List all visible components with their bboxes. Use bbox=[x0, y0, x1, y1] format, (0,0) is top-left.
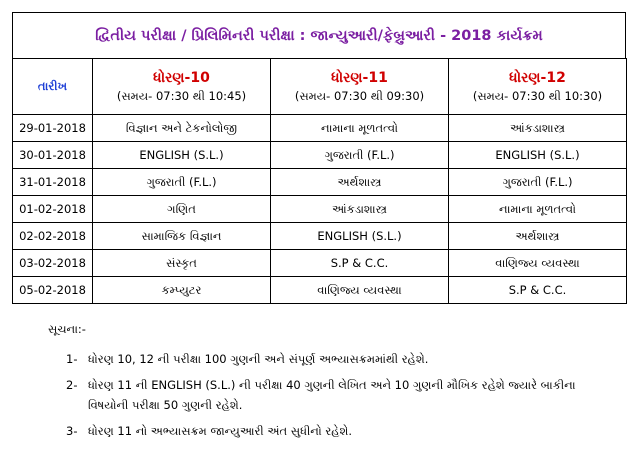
date-cell: 03-02-2018 bbox=[13, 250, 93, 277]
std11-subject-cell: S.P & C.C. bbox=[271, 250, 449, 277]
table-row bbox=[13, 223, 627, 250]
schedule-title: દ્વિતીય પરીક્ષા / પ્રિલિમિનરી પરીક્ષા : જાન્યુઆરી/ફેબ્રુઆરી - 2018 કાર્યક્રમ bbox=[12, 12, 626, 58]
date-cell: 29-01-2018 bbox=[13, 115, 93, 142]
date-column-header: તારીખ bbox=[13, 59, 93, 115]
std11-column-header bbox=[271, 59, 449, 115]
table-header-row bbox=[13, 59, 627, 115]
std12-subject-cell: વાણિજ્ય વ્યવસ્થા bbox=[449, 250, 627, 277]
std11-time: (સમય- 07:30 થી 09:30) bbox=[294, 88, 425, 103]
instruction-number: 2- bbox=[66, 378, 78, 392]
date-cell: 02-02-2018 bbox=[13, 223, 93, 250]
std12-subject-cell: અર્થશાસ્ત્ર bbox=[449, 223, 627, 250]
instruction-item bbox=[48, 349, 618, 369]
std12-time: (સમય- 07:30 થી 10:30) bbox=[472, 88, 603, 103]
instruction-item bbox=[48, 421, 618, 441]
std12-subject-cell: S.P & C.C. bbox=[449, 277, 627, 304]
table-row bbox=[13, 115, 627, 142]
std12-subject-cell: નામાના મૂળતત્વો bbox=[449, 196, 627, 223]
std11-label: ધોરણ-11 bbox=[331, 69, 388, 86]
date-cell: 01-02-2018 bbox=[13, 196, 93, 223]
instruction-number: 1- bbox=[66, 352, 78, 366]
table-row bbox=[13, 196, 627, 223]
exam-schedule-sheet bbox=[12, 12, 626, 304]
std11-subject-cell: નામાના મૂળતત્વો bbox=[271, 115, 449, 142]
instruction-number: 3- bbox=[66, 424, 78, 438]
table-row bbox=[13, 277, 627, 304]
schedule-table bbox=[12, 58, 627, 304]
std12-subject-cell: ENGLISH (S.L.) bbox=[449, 142, 627, 169]
std10-subject-cell: ગુજરાતી (F.L.) bbox=[93, 169, 271, 196]
std10-subject-cell: વિજ્ઞાન અને ટેકનોલોજી bbox=[93, 115, 271, 142]
std10-column-header bbox=[93, 59, 271, 115]
date-cell: 31-01-2018 bbox=[13, 169, 93, 196]
table-row bbox=[13, 169, 627, 196]
std10-time: (સમય- 07:30 થી 10:45) bbox=[116, 88, 247, 103]
date-cell: 05-02-2018 bbox=[13, 277, 93, 304]
table-row bbox=[13, 250, 627, 277]
std10-label: ધોરણ-10 bbox=[153, 69, 210, 86]
std12-subject-cell: આંકડાશાસ્ત્ર bbox=[449, 115, 627, 142]
std10-subject-cell: સંસ્કૃત bbox=[93, 250, 271, 277]
std11-subject-cell: વાણિજ્ય વ્યવસ્થા bbox=[271, 277, 449, 304]
std10-subject-cell: ENGLISH (S.L.) bbox=[93, 142, 271, 169]
std12-label: ધોરણ-12 bbox=[509, 69, 566, 86]
instructions-heading: સૂચના:- bbox=[48, 322, 86, 336]
std12-column-header bbox=[449, 59, 627, 115]
instruction-item bbox=[48, 375, 618, 415]
std11-subject-cell: આંકડાશાસ્ત્ર bbox=[271, 196, 449, 223]
instructions-section bbox=[48, 322, 618, 447]
std12-subject-cell: ગુજરાતી (F.L.) bbox=[449, 169, 627, 196]
instruction-text: ધોરણ 10, 12 ની પરીક્ષા 100 ગુણની અને સંપૂર્ણ અભ્યાસક્રમમાંથી રહેશે. bbox=[88, 352, 429, 366]
std11-subject-cell: અર્થશાસ્ત્ર bbox=[271, 169, 449, 196]
std10-subject-cell: સામાજિક વિજ્ઞાન bbox=[93, 223, 271, 250]
std10-subject-cell: કમ્પ્યુટર bbox=[93, 277, 271, 304]
std10-subject-cell: ગણિત bbox=[93, 196, 271, 223]
instruction-text: ધોરણ 11 ની ENGLISH (S.L.) ની પરીક્ષા 40 ગુણની લેખિત અને 10 ગુણની મૌખિક રહેશે જ્યારે બાકીના વિષયોની પરીક્ષા 50 ગુણની રહેશે. bbox=[88, 378, 576, 412]
date-cell: 30-01-2018 bbox=[13, 142, 93, 169]
table-row bbox=[13, 142, 627, 169]
instruction-text: ધોરણ 11 નો અભ્યાસક્રમ જાન્યુઆરી અંત સુધીનો રહેશે. bbox=[88, 424, 353, 438]
std11-subject-cell: ENGLISH (S.L.) bbox=[271, 223, 449, 250]
std11-subject-cell: ગુજરાતી (F.L.) bbox=[271, 142, 449, 169]
